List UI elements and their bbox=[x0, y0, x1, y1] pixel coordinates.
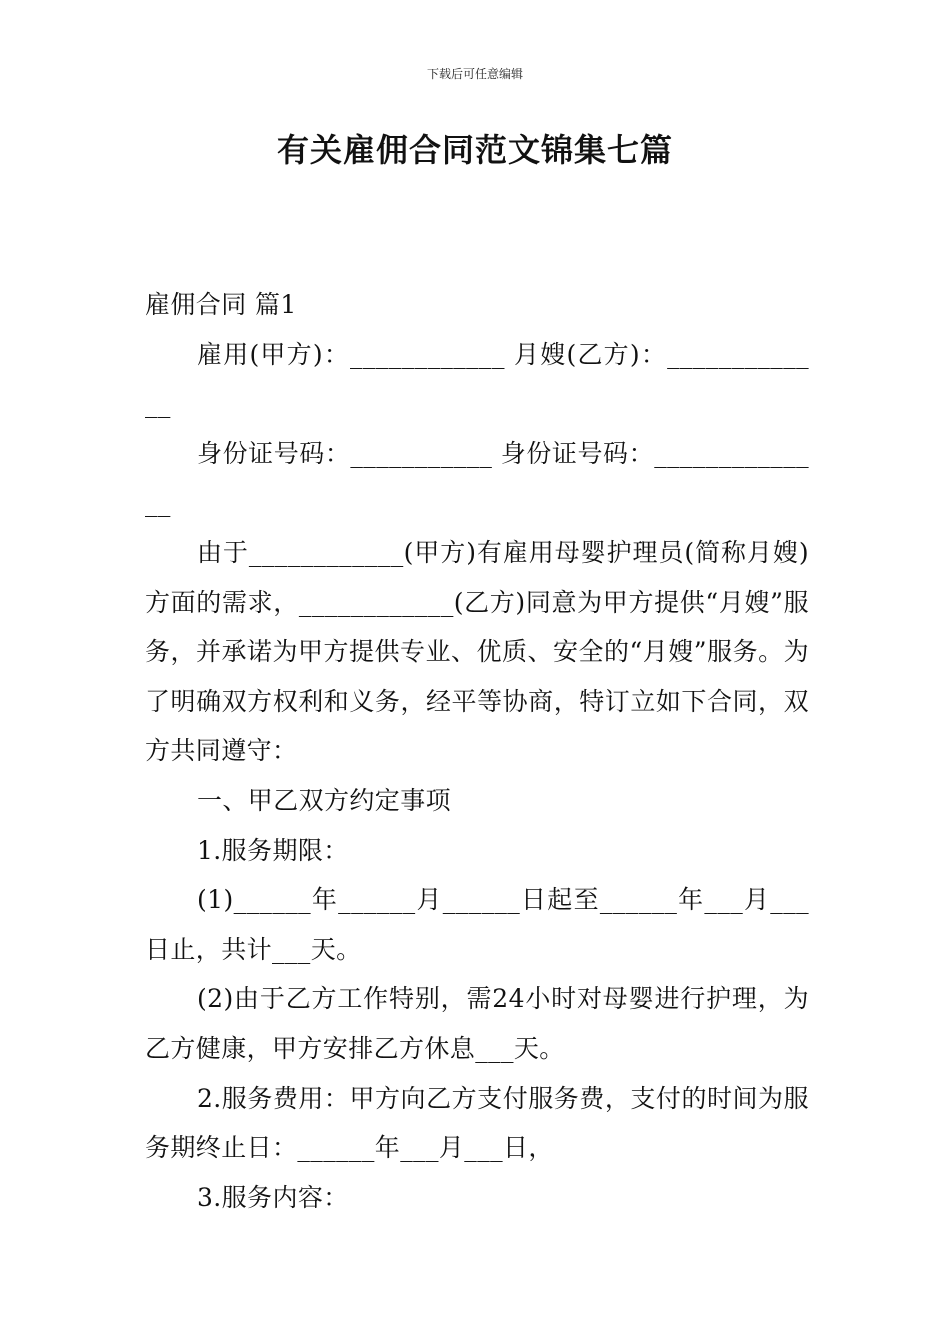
document-body bbox=[145, 280, 809, 1222]
section-heading: 雇佣合同 篇1 bbox=[145, 290, 297, 319]
service-fee-clause: 2.服务费用：甲方向乙方支付服务费，支付的时间为服务期终止日：______年___月___日， bbox=[145, 1083, 809, 1163]
party-names-line: 雇用(甲方)：____________ 月嫂(乙方)：_____________ bbox=[145, 339, 809, 419]
id-number-line: 身份证号码：___________ 身份证号码：______________ bbox=[145, 438, 809, 518]
download-note: 下载后可任意编辑 bbox=[426, 67, 523, 81]
service-content-heading: 3.服务内容： bbox=[197, 1182, 349, 1212]
service-period-dates: (1)______年______月______日起至______年___月___日止，共计___天。 bbox=[145, 885, 809, 964]
service-period-heading: 1.服务期限： bbox=[197, 835, 349, 865]
document-title: 有关雇佣合同范文锦集七篇 bbox=[276, 131, 673, 169]
preamble-paragraph: 由于____________(甲方)有雇用母婴护理员(简称月嫂)方面的需求，____________(乙方)同意为甲方提供“月嫂”服务，并承诺为甲方提供专业、优质、安全的“月嫂”服务。为了明确双方权利和义务，经平等协商，特订立如下合同，双方共同遵守： bbox=[145, 537, 809, 766]
agreement-section-heading: 一、甲乙双方约定事项 bbox=[197, 785, 452, 815]
rest-days-clause: (2)由于乙方工作特别，需24小时对母婴进行护理，为乙方健康，甲方安排乙方休息___天。 bbox=[145, 984, 809, 1063]
